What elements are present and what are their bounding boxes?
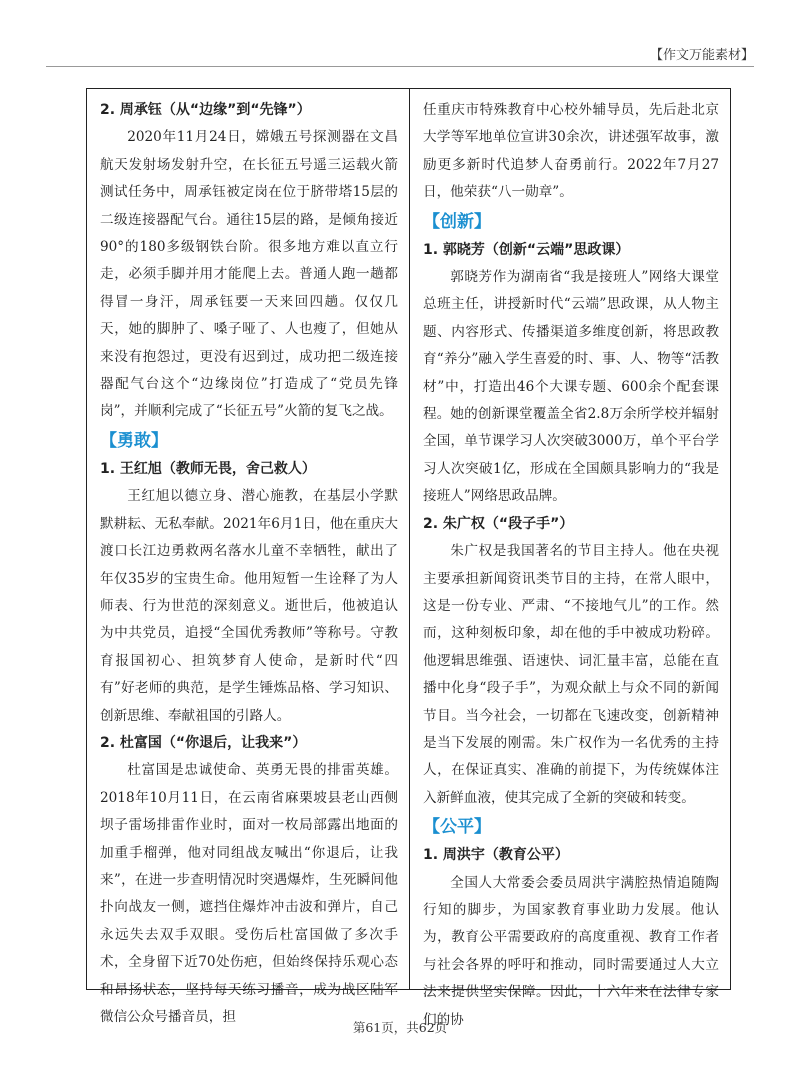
- paragraph-zhou-chengyu: 2020年11月24日，嫦娥五号探测器在文昌航天发射场发射升空，在长征五号遥三运载火箭测试任务中，周承钰被定岗在位于脐带塔15层的二级连接器配气台。通往15层的路，是倾角接近90°的180多级钢铁台阶。很多地方难以直立行走，必须手脚并用才能爬上去。普通人跑一趟都得冒一身汗，周承钰要一天来回四趟。仅仅几天，她的脚肿了、嗓子哑了、人也瘦了，但她从来没有抱怨过，更没有迟到过，成功把二级连接器配气台这个“边缘岗位”打造成了“党员先锋岗”，并顺利完成了“长征五号”火箭的复飞之战。: [100, 129, 398, 420]
- section-title-du-fuguo: 2. 杜富国（“你退后，让我来”）: [100, 734, 307, 751]
- paragraph-wang-hongxu: 王红旭以德立身、潜心施教，在基层小学默默耕耘、无私奉献。2021年6月1日，他在重庆大渡口长江边勇救两名落水儿童不幸牺牲，献出了年仅35岁的宝贵生命。他用短暂一生诠释了为人师表、行为世范的深刻意义。逝世后，他被追认为中共党员，追授“全国优秀教师”等称号。守教育报国初心、担筑梦育人使命，是新时代“四有”好老师的典范，是学生锤炼品格、学习知识、创新思维、奉献祖国的引路人。: [100, 488, 398, 724]
- header-label: 【作文万能素材】: [649, 48, 754, 63]
- section-title-guo-xiaofang: 1. 郭晓芳（创新“云端”思政课）: [423, 241, 630, 258]
- category-heading-fairness: 【公平】: [423, 817, 491, 838]
- paragraph-zhou-hongyu: 全国人大常委会委员周洪宇满腔热情追随陶行知的脚步，为国家教育事业助力发展。他认为，教育公平需要政府的高度重视、教育工作者与社会各界的呼吁和推动，同时需要通过人大立法来提供坚实保障。因此，十六年来在法律专家们的协: [423, 874, 719, 1028]
- category-heading-innovation: 【创新】: [423, 211, 491, 232]
- section-title-zhou-hongyu: 1. 周洪宇（教育公平）: [423, 847, 569, 864]
- section-title-wang-hongxu: 1. 王红旭（教师无畏，舍己救人）: [100, 460, 316, 477]
- page-number: 第61页，共62页: [352, 1020, 448, 1035]
- column-divider: [409, 89, 410, 989]
- header-rule: [46, 66, 754, 67]
- right-column: [423, 97, 719, 1034]
- paragraph-guo-xiaofang: 郭晓芳作为湖南省“我是接班人”网络大课堂总班主任，讲授新时代“云端”思政课，从人物主题、内容形式、传播渠道多维度创新，将思政教育“养分”融入学生喜爱的时、事、人、物等“活教材”中，打造出46个大课专题、600余个配套课程。她的创新课堂覆盖全省2.8万余所学校并辐射全国，单节课学习人次突破3000万，单个平台学习人次突破1亿，形成在全国颇具影响力的“我是接班人”网络思政品牌。: [423, 269, 719, 505]
- section-title-zhu-guangquan: 2. 朱广权（“段子手”）: [423, 515, 574, 532]
- section-title-zhou-chengyu: 2. 周承钰（从“边缘”到“先锋”）: [100, 102, 311, 118]
- left-column: [100, 97, 398, 1031]
- paragraph-du-fuguo-continued: 任重庆市特殊教育中心校外辅导员，先后赴北京大学等军地单位宣讲30余次，讲述强军故事，激励更多新时代追梦人奋勇前行。2022年7月27日，他荣获“八一勋章”。: [423, 102, 719, 201]
- category-heading-brave: 【勇敢】: [100, 430, 168, 451]
- paragraph-du-fuguo: 杜富国是忠诚使命、英勇无畏的排雷英雄。2018年10月11日，在云南省麻栗坡县老山西侧坝子雷场排雷作业时，面对一枚局部露出地面的加重手榴弹，他对同组战友喊出“你退后，让我来”，在进一步查明情况时突遇爆炸，生死瞬间他扑向战友一侧，遮挡住爆炸冲击波和弹片，自己永远失去双手双眼。受伤后杜富国做了多次手术，全身留下近70处伤疤，但始终保持乐观心态和昂扬状态，坚持每天练习播音，成为战区陆军微信公众号播音员，担: [100, 762, 398, 1025]
- paragraph-zhu-guangquan: 朱广权是我国著名的节目主持人。他在央视主要承担新闻资讯类节目的主持，在常人眼中，这是一份专业、严肃、“不接地气儿”的工作。然而，这种刻板印象，却在他的手中被成功粉碎。他逻辑思维强、语速快、词汇量丰富，总能在直播中化身“段子手”，为观众献上与众不同的新闻节目。当今社会，一切都在飞速改变，创新精神是当下发展的刚需。朱广权作为一名优秀的主持人，在保证真实、准确的前提下，为传统媒体注入新鲜血液，使其完成了全新的突破和转变。: [423, 543, 719, 806]
